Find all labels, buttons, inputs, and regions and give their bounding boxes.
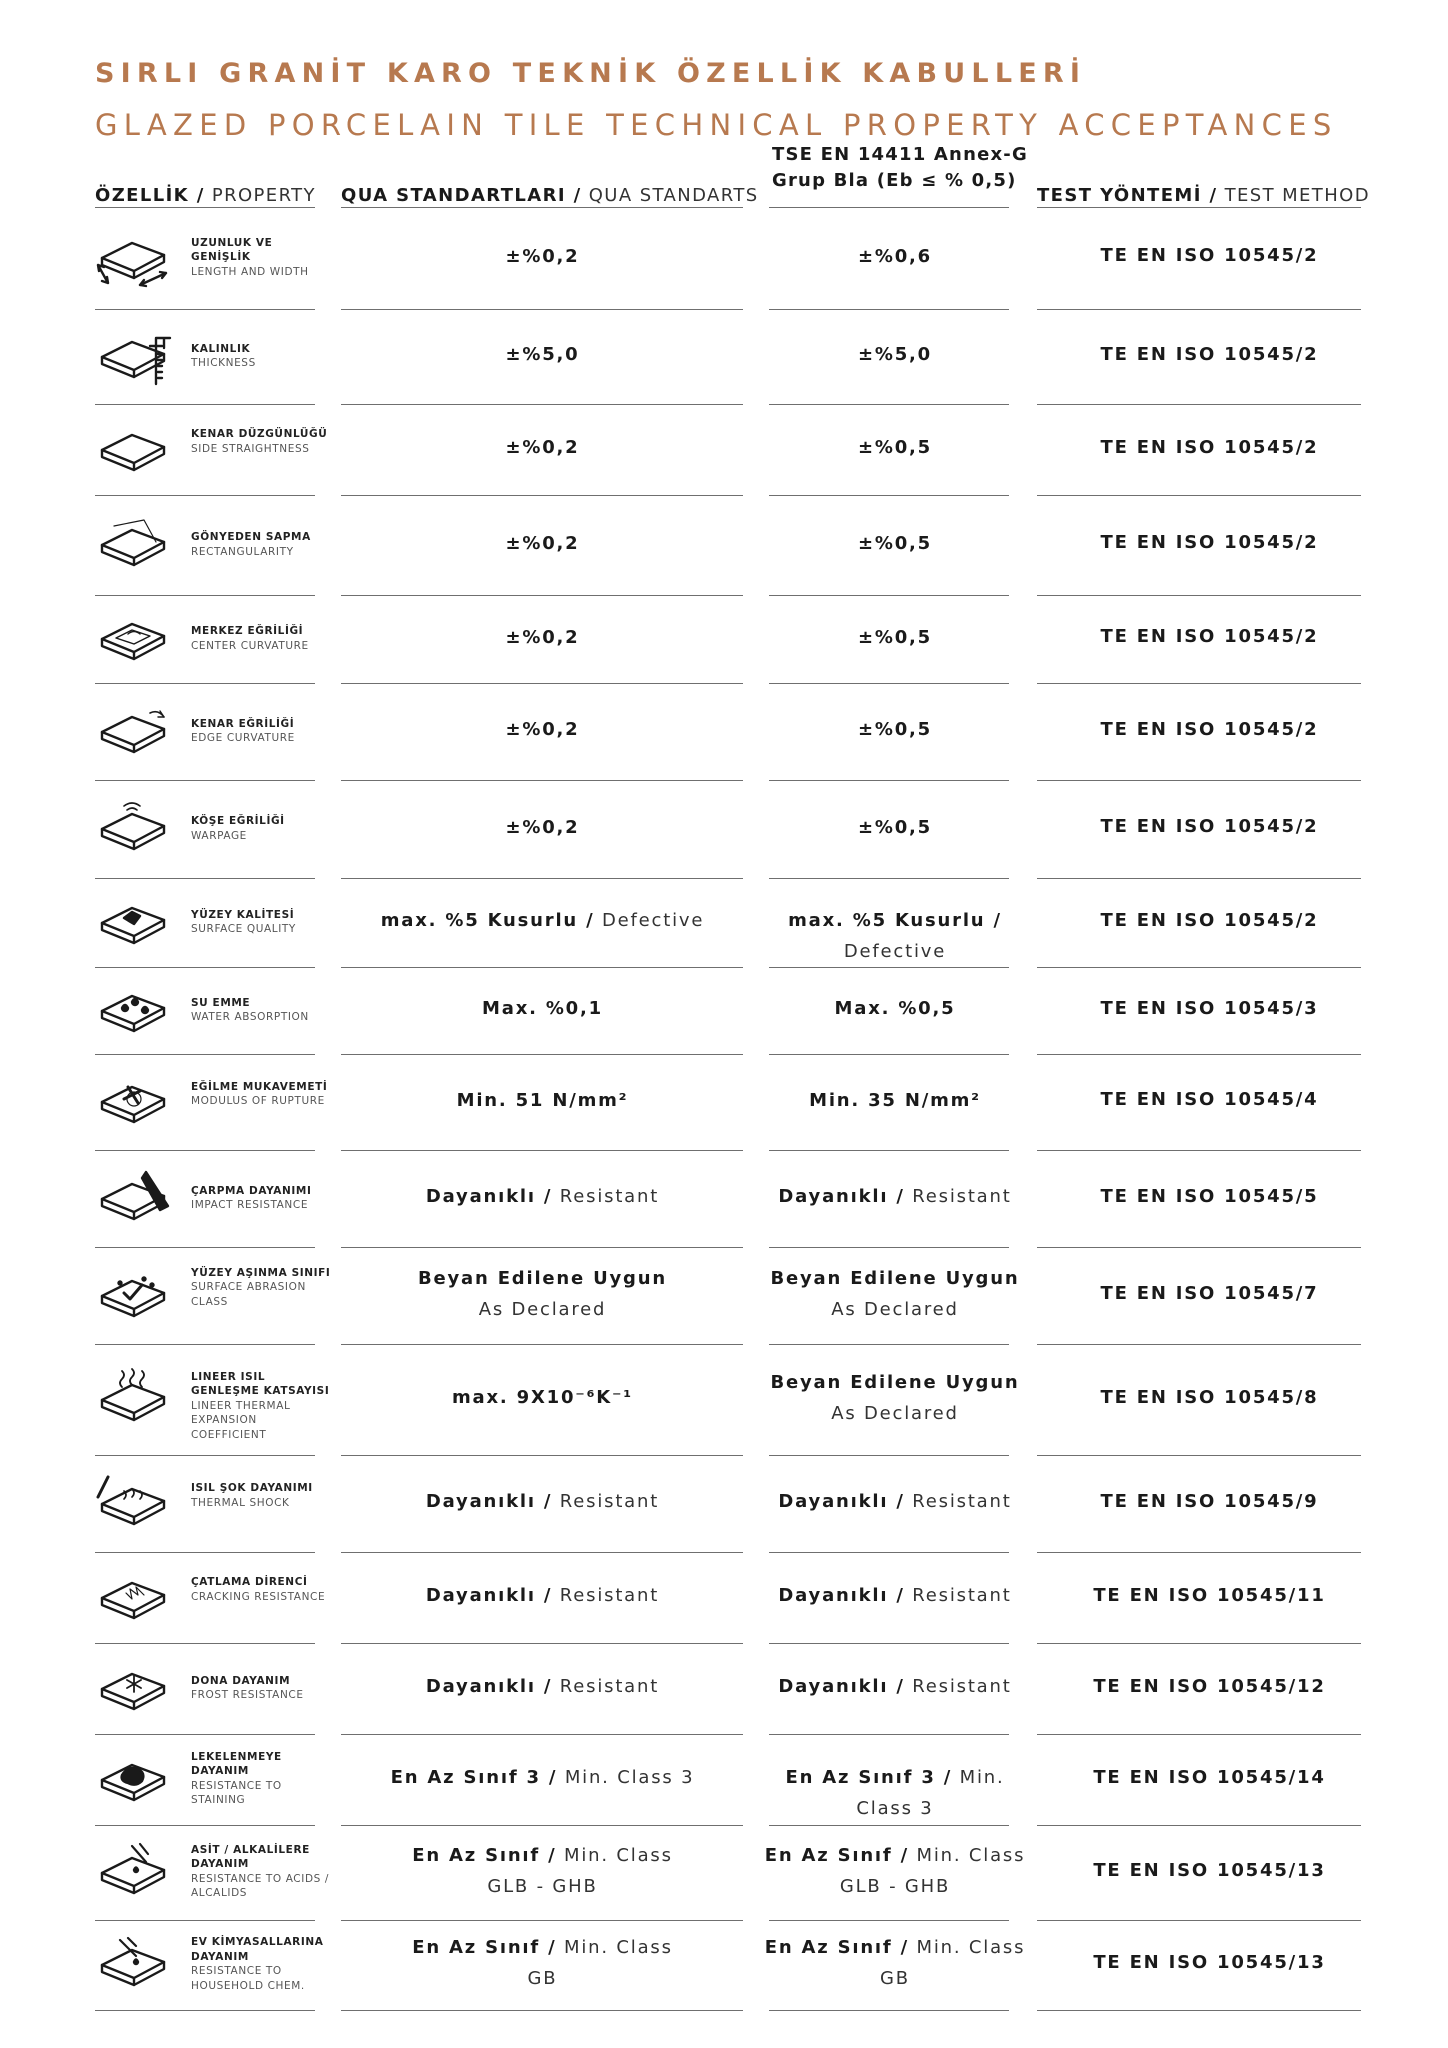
row-divider [95, 1455, 315, 1456]
property-label-en: WATER ABSORPTION [191, 1011, 309, 1023]
test-method-value: TE EN ISO 10545/4 [1100, 1089, 1319, 1110]
header-tse-line2: Grup Bla (Eb ≤ % 0,5) [772, 170, 1017, 191]
test-method-value: TE EN ISO 10545/7 [1100, 1282, 1319, 1304]
property-label [191, 1750, 331, 1808]
row-divider [95, 1643, 315, 1644]
tse-value-en: Resistant [912, 1186, 1012, 1207]
row-divider [95, 595, 315, 596]
row-divider [1037, 1150, 1361, 1151]
test-method-value: TE EN ISO 10545/13 [1093, 1952, 1326, 1973]
row-divider [95, 683, 315, 684]
tse-value-en: Resistant [912, 1491, 1012, 1512]
property-label [191, 1080, 331, 1109]
tse-value-tr: Beyan Edilene Uygun [770, 1371, 1020, 1393]
tse-value-tr: Max. %0,5 [834, 998, 956, 1019]
tse-value [755, 1762, 1035, 1824]
qua-value [340, 1263, 745, 1325]
qua-value-tr: ±%0,2 [505, 245, 580, 267]
qua-value [340, 528, 745, 559]
property-label-en: RESISTANCE TO STAINING [191, 1779, 282, 1806]
test-method-value: TE EN ISO 10545/9 [1100, 1490, 1319, 1512]
header-property [95, 160, 316, 206]
property-label [191, 1266, 331, 1310]
row-divider [341, 495, 743, 496]
row-divider [95, 878, 315, 879]
qua-value [340, 622, 745, 653]
header-tse-line1: TSE EN 14411 Annex-G [772, 144, 1028, 165]
row-divider [341, 207, 743, 208]
tile-thermal-shock-icon [94, 1471, 176, 1537]
qua-value-tr: ±%0,2 [505, 437, 580, 458]
qua-value-tr: ±%5,0 [505, 344, 580, 365]
row-divider [95, 1825, 315, 1826]
qua-value [340, 339, 745, 370]
tse-value [755, 993, 1035, 1024]
row-divider [769, 495, 1009, 496]
row-divider [95, 1344, 315, 1345]
property-label-tr: ÇATLAMA DİRENCİ [191, 1576, 308, 1588]
row-divider [1037, 967, 1361, 968]
property-label-tr: ISIL ŞOK DAYANIMI [191, 1482, 313, 1494]
property-label [191, 996, 331, 1025]
row-divider [1037, 2010, 1361, 2011]
tse-value-en: Resistant [912, 1676, 1012, 1697]
property-label-en: THERMAL SHOCK [191, 1496, 290, 1509]
row-divider [95, 2010, 315, 2011]
row-divider [1037, 595, 1361, 596]
qua-value-tr: ±%0,2 [505, 532, 580, 554]
row-divider [341, 1734, 743, 1735]
qua-value-tr: max. %5 Kusurlu / [380, 910, 595, 931]
row-divider [769, 1054, 1009, 1055]
row-divider [769, 595, 1009, 596]
row-divider [1037, 1247, 1361, 1248]
row-divider [95, 1054, 315, 1055]
qua-value-tr: Dayanıklı / [425, 1491, 553, 1512]
test-method-value: TE EN ISO 10545/14 [1093, 1766, 1326, 1788]
property-label-en: CRACKING RESISTANCE [191, 1590, 326, 1603]
row-divider [341, 1247, 743, 1248]
row-divider [769, 1455, 1009, 1456]
qua-value-tr: Dayanıklı / [425, 1186, 553, 1207]
tile-side-straightness-icon [94, 417, 176, 483]
row-divider [95, 780, 315, 781]
property-label-tr: GÖNYEDEN SAPMA [191, 531, 311, 543]
qua-value-tr: En Az Sınıf / [412, 1844, 557, 1866]
header-property-tr: ÖZELLİK / [95, 185, 205, 206]
test-method-value: TE EN ISO 10545/2 [1100, 532, 1319, 553]
property-label [191, 1575, 331, 1604]
property-label-en: IMPACT RESISTANCE [191, 1199, 309, 1211]
tse-value-tr: Min. 35 N/mm² [809, 1089, 981, 1111]
property-label-en: FROST RESISTANCE [191, 1689, 304, 1701]
qua-value [340, 432, 745, 463]
tse-value-tr: Dayanıklı / [778, 1491, 905, 1512]
header-tse [772, 142, 1028, 194]
row-divider [769, 1247, 1009, 1248]
tse-value [755, 1580, 1035, 1611]
property-label-tr: EĞİLME MUKAVEMETİ [191, 1080, 328, 1093]
qua-value-en: Resistant [559, 1186, 660, 1207]
header-qua-tr: QUA STANDARTLARI / [341, 185, 582, 206]
header-method [1037, 160, 1370, 206]
qua-value-en: Min. Class [564, 1844, 673, 1866]
test-method-value: TE EN ISO 10545/8 [1100, 1386, 1319, 1408]
tse-value [755, 1085, 1035, 1116]
tile-surface-abrasion-icon [94, 1263, 176, 1329]
tile-modulus-of-rupture-icon [94, 1069, 176, 1135]
property-label-en: CENTER CURVATURE [191, 639, 309, 652]
row-divider [1037, 683, 1361, 684]
row-divider [341, 878, 743, 879]
property-label-tr: YÜZEY KALİTESİ [191, 908, 295, 921]
row-divider [769, 1552, 1009, 1553]
property-label [191, 530, 331, 559]
property-label [191, 814, 331, 843]
property-label-en: LENGTH AND WIDTH [191, 265, 309, 278]
tse-value-tr: Beyan Edilene Uygun [770, 1267, 1020, 1289]
tse-value-class: GLB - GHB [839, 1875, 951, 1897]
row-divider [769, 1825, 1009, 1826]
property-label-en: THICKNESS [191, 357, 256, 369]
tile-impact-resistance-icon [94, 1166, 176, 1232]
test-method-value: TE EN ISO 10545/2 [1100, 909, 1319, 931]
test-method-value: TE EN ISO 10545/13 [1093, 1859, 1326, 1881]
test-method-value: TE EN ISO 10545/2 [1100, 626, 1319, 647]
tse-value-tr: ±%0,5 [857, 532, 932, 554]
qua-value [340, 1762, 745, 1793]
test-method-value: TE EN ISO 10545/2 [1100, 816, 1319, 837]
property-label-tr: KENAR DÜZGÜNLÜĞÜ [191, 428, 328, 440]
qua-value-tr: Max. %0,1 [482, 998, 603, 1019]
row-divider [95, 1247, 315, 1248]
test-method-value: TE EN ISO 10545/2 [1100, 245, 1319, 266]
tse-value-tr: Dayanıklı / [778, 1186, 905, 1207]
qua-value [340, 1382, 745, 1413]
qua-value-tr: ±%0,2 [505, 816, 580, 838]
row-divider [1037, 1455, 1361, 1456]
row-divider [769, 309, 1009, 310]
tile-cracking-resistance-icon [94, 1565, 176, 1631]
row-divider [769, 2010, 1009, 2011]
tse-value-tr: max. %5 Kusurlu / [788, 910, 1002, 931]
row-divider [341, 967, 743, 968]
qua-value [340, 1181, 745, 1212]
property-label [191, 236, 331, 280]
qua-value-tr: Min. 51 N/mm² [456, 1089, 629, 1111]
tse-value-en: Min. Class 3 [856, 1767, 1005, 1819]
row-divider [1037, 207, 1361, 208]
row-divider [1037, 1344, 1361, 1345]
tile-frost-resistance-icon [94, 1656, 176, 1722]
tile-center-curvature-icon [94, 606, 176, 672]
row-divider [1037, 1552, 1361, 1553]
test-method-value: TE EN ISO 10545/3 [1100, 997, 1319, 1019]
row-divider [341, 595, 743, 596]
header-qua-en: QUA STANDARTS [588, 185, 759, 206]
tse-value [755, 812, 1035, 843]
tse-value-tr: Dayanıklı / [778, 1585, 905, 1606]
tse-value-tr: ±%0,5 [857, 626, 932, 648]
row-divider [769, 967, 1009, 968]
qua-value-tr: Dayanıklı / [425, 1585, 553, 1606]
tse-value [755, 905, 1035, 967]
property-label-tr: LEKELENMEYE DAYANIM [191, 1750, 282, 1777]
test-method-value: TE EN ISO 10545/11 [1093, 1584, 1326, 1606]
row-divider [769, 1643, 1009, 1644]
row-divider [769, 1920, 1009, 1921]
tile-rectangularity-icon [94, 512, 176, 578]
row-divider [1037, 878, 1361, 879]
qua-value-tr: max. 9X10⁻⁶K⁻¹ [452, 1387, 633, 1408]
tse-value [755, 1932, 1035, 1994]
property-label-en: EDGE CURVATURE [191, 732, 295, 744]
tse-value-en: Min. Class [916, 1937, 1026, 1958]
header-property-en: PROPERTY [211, 185, 316, 206]
property-label-tr: ÇARPMA DAYANIMI [191, 1184, 312, 1197]
property-label [191, 1935, 331, 1993]
row-divider [769, 404, 1009, 405]
title-english: GLAZED PORCELAIN TILE TECHNICAL PROPERTY ACCEPTANCES [95, 108, 1338, 142]
qua-value [340, 905, 745, 936]
qua-value-tr: Beyan Edilene Uygun [418, 1267, 667, 1289]
tse-value-en: As Declared [831, 1298, 959, 1320]
row-divider [95, 967, 315, 968]
row-divider [341, 1643, 743, 1644]
qua-value [340, 1486, 745, 1517]
row-divider [341, 404, 743, 405]
property-label-tr: UZUNLUK VE GENİŞLİK [191, 236, 273, 263]
property-label-tr: YÜZEY AŞINMA SINIFI [191, 1266, 331, 1279]
qua-value [340, 1671, 745, 1702]
row-divider [341, 1150, 743, 1151]
qua-value [340, 714, 745, 745]
property-label-en: RESISTANCE TO ACIDS / ALCALIDS [191, 1872, 329, 1899]
qua-value-tr: ±%0,2 [505, 719, 580, 740]
tile-staining-resistance-icon [94, 1747, 176, 1813]
property-label-en: SIDE STRAIGHTNESS [191, 442, 310, 455]
qua-value-tr: ±%0,2 [505, 626, 580, 648]
tse-value-tr: ±%0,5 [857, 437, 932, 458]
property-label [191, 1674, 331, 1703]
tile-length-width-icon [94, 225, 176, 291]
qua-value [340, 241, 745, 272]
tse-value [755, 432, 1035, 463]
header-method-tr: TEST YÖNTEMİ / [1037, 185, 1218, 206]
qua-value-en: Resistant [559, 1585, 660, 1606]
qua-value-en: Resistant [559, 1491, 660, 1512]
tile-warpage-icon [94, 796, 176, 862]
property-label [191, 427, 331, 456]
tse-value [755, 1181, 1035, 1212]
tse-value-tr: ±%0,6 [857, 245, 932, 267]
row-divider [95, 495, 315, 496]
row-divider [1037, 1825, 1361, 1826]
qua-value-en: Min. Class [564, 1937, 673, 1958]
row-divider [95, 1734, 315, 1735]
row-divider [95, 1920, 315, 1921]
row-divider [1037, 309, 1361, 310]
tile-acid-alkali-resistance-icon [94, 1840, 176, 1906]
tse-value-tr: ±%0,5 [857, 719, 932, 740]
row-divider [95, 404, 315, 405]
tse-value-en: Min. Class [916, 1844, 1026, 1866]
property-label [191, 1481, 331, 1510]
row-divider [769, 1734, 1009, 1735]
row-divider [95, 1552, 315, 1553]
row-divider [1037, 1734, 1361, 1735]
qua-value-en: Defective [602, 910, 705, 931]
property-label-tr: KÖŞE EĞRİLİĞİ [191, 815, 285, 827]
property-label-tr: KENAR EĞRİLİĞİ [191, 717, 295, 730]
tse-value [755, 1486, 1035, 1517]
row-divider [1037, 495, 1361, 496]
row-divider [769, 683, 1009, 684]
row-divider [769, 780, 1009, 781]
tse-value [755, 1671, 1035, 1702]
row-divider [1037, 1054, 1361, 1055]
row-divider [341, 1455, 743, 1456]
row-divider [95, 1150, 315, 1151]
tile-household-chemicals-icon [94, 1932, 176, 1998]
row-divider [1037, 1643, 1361, 1644]
tse-value-tr: En Az Sınıf 3 / [785, 1767, 953, 1788]
qua-value-en: Resistant [559, 1676, 660, 1697]
qua-value-tr: En Az Sınıf / [412, 1937, 557, 1958]
row-divider [1037, 1920, 1361, 1921]
qua-value [340, 1840, 745, 1902]
tse-value-tr: En Az Sınıf / [764, 1844, 909, 1866]
qua-value [340, 1580, 745, 1611]
qua-value [340, 812, 745, 843]
row-divider [341, 1054, 743, 1055]
qua-value-tr: En Az Sınıf 3 / [390, 1767, 558, 1788]
test-method-value: TE EN ISO 10545/2 [1100, 436, 1319, 458]
tile-edge-curvature-icon [94, 699, 176, 765]
row-divider [341, 780, 743, 781]
property-label-en: WARPAGE [191, 829, 247, 842]
property-label [191, 1184, 331, 1213]
qua-value-tr: Dayanıklı / [425, 1676, 553, 1697]
row-divider [341, 1825, 743, 1826]
property-label-en: LINEER THERMAL EXPANSION COEFFICIENT [191, 1399, 291, 1441]
row-divider [341, 1344, 743, 1345]
row-divider [341, 683, 743, 684]
test-method-value: TE EN ISO 10545/5 [1100, 1185, 1319, 1207]
property-label-tr: EV KİMYASALLARINA DAYANIM [191, 1936, 324, 1963]
tse-value-tr: ±%5,0 [857, 344, 932, 365]
tse-value-tr: ±%0,5 [857, 816, 932, 838]
property-label-tr: ASİT / ALKALİLERE DAYANIM [191, 1843, 310, 1870]
property-label-tr: MERKEZ EĞRİLİĞİ [191, 625, 304, 637]
tse-value [755, 339, 1035, 370]
tse-value [755, 1263, 1035, 1325]
test-method-value: TE EN ISO 10545/2 [1100, 718, 1319, 740]
row-divider [341, 1920, 743, 1921]
property-label-en: MODULUS OF RUPTURE [191, 1095, 325, 1107]
row-divider [341, 309, 743, 310]
qua-value-class: GLB - GHB [487, 1875, 598, 1897]
tse-value-tr: Dayanıklı / [778, 1676, 905, 1697]
qua-value-class: GB [527, 1968, 558, 1989]
header-method-en: TEST METHOD [1224, 185, 1370, 206]
tile-water-absorption-icon [94, 978, 176, 1044]
row-divider [95, 207, 315, 208]
tse-value-class: GB [880, 1968, 910, 1989]
row-divider [769, 1344, 1009, 1345]
tile-surface-quality-icon [94, 890, 176, 956]
header-qua [341, 160, 759, 206]
property-label-tr: DONA DAYANIM [191, 1674, 291, 1687]
qua-value [340, 1932, 745, 1994]
row-divider [341, 2010, 743, 2011]
tse-value-en: Resistant [912, 1585, 1012, 1606]
row-divider [769, 1150, 1009, 1151]
property-label [191, 1843, 331, 1901]
test-method-value: TE EN ISO 10545/12 [1093, 1675, 1326, 1697]
tile-thermal-expansion-icon [94, 1367, 176, 1433]
tse-value-en: As Declared [831, 1402, 959, 1424]
row-divider [1037, 780, 1361, 781]
tile-thickness-icon [94, 324, 176, 390]
property-label-en: SURFACE QUALITY [191, 923, 296, 935]
tse-value [755, 241, 1035, 272]
row-divider [95, 309, 315, 310]
qua-value-en: Min. Class 3 [564, 1767, 695, 1788]
qua-value-en: As Declared [478, 1298, 607, 1320]
qua-value [340, 1085, 745, 1116]
tse-value-tr: En Az Sınıf / [764, 1937, 909, 1958]
tse-value-en: Defective [843, 941, 947, 962]
tse-value [755, 622, 1035, 653]
qua-value [340, 993, 745, 1024]
title-turkish: SIRLI GRANİT KARO TEKNİK ÖZELLİK KABULLERİ [95, 58, 1087, 89]
tse-value [755, 1840, 1035, 1902]
property-label-en: RECTANGULARITY [191, 545, 294, 558]
property-label [191, 908, 331, 937]
test-method-value: TE EN ISO 10545/2 [1100, 343, 1319, 365]
property-label-en: RESISTANCE TO HOUSEHOLD CHEM. [191, 1965, 305, 1992]
property-label-tr: LINEER ISIL GENLEŞME KATSAYISI [191, 1370, 330, 1397]
tse-value [755, 714, 1035, 745]
row-divider [769, 878, 1009, 879]
property-label [191, 1370, 331, 1443]
row-divider [341, 1552, 743, 1553]
row-divider [769, 207, 1009, 208]
property-label [191, 342, 331, 371]
property-label [191, 717, 331, 746]
row-divider [1037, 404, 1361, 405]
tse-value [755, 528, 1035, 559]
property-label [191, 624, 331, 653]
tse-value [755, 1367, 1035, 1429]
property-label-tr: KALINLIK [191, 342, 251, 355]
property-label-en: SURFACE ABRASION CLASS [191, 1281, 306, 1308]
property-label-tr: SU EMME [191, 996, 251, 1009]
